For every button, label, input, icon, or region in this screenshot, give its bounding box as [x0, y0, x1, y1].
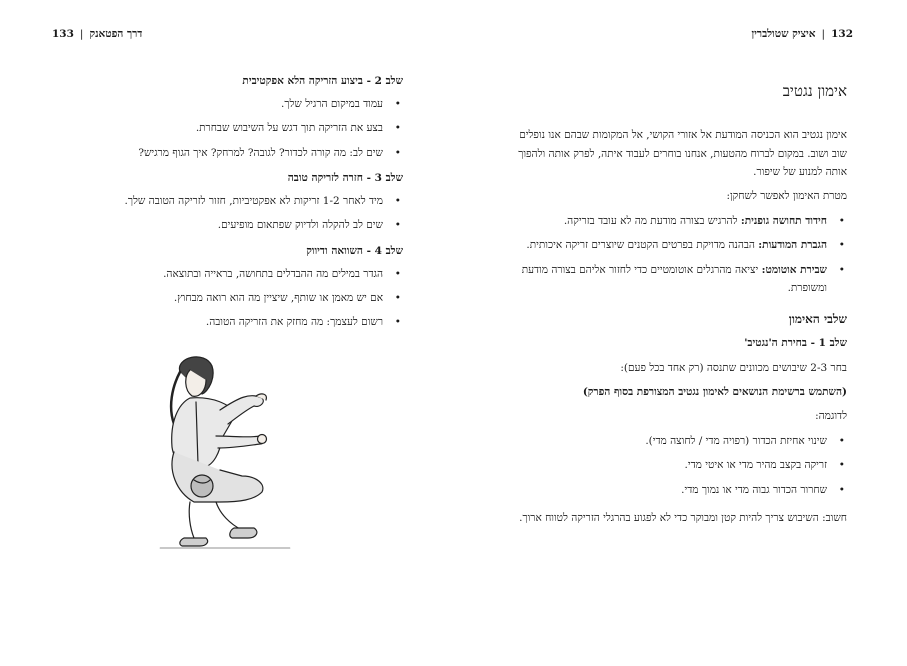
bullet-list — [83, 97, 403, 161]
player-illustration — [150, 352, 300, 552]
bullet-list — [83, 194, 403, 233]
list-item — [507, 212, 827, 230]
stages-title: שלבי האימון — [788, 312, 847, 327]
list-item: • שים לב: מה קורה לכדור? לגובה? למרחק? איך הגוף מרגיש? — [83, 146, 383, 161]
left-page-header — [52, 28, 142, 40]
list-item: • עמוד במיקום הרגיל שלך. — [83, 97, 383, 112]
list-item: • אם יש מאמן או שותף, שיציין מה הוא רואה מבחוץ. — [83, 291, 383, 306]
step-title: שלב 3 - חזרה לזריקה טובה — [287, 171, 403, 184]
stage-text: בחר 2-3 שיבושים מכוונים שתנסה (רק אחד בכל פעם): — [620, 361, 847, 374]
step-title: שלב 4 - השוואה ודיווק — [306, 244, 403, 257]
header-separator: | — [821, 28, 826, 40]
section-title: אימון נגטיב — [782, 82, 847, 100]
list-item: • בצע את הזריקה תוך דגש על השיבוש שבחרת. — [83, 121, 383, 136]
important-note: חשוב: השיבוש צריך להיות קטן ומבוקר כדי לא לפגוע בהרגלי הזריקה לטווח ארוך. — [519, 511, 847, 524]
list-item: • רשום לעצמך: מה מחזק את הזריקה הטובה. — [83, 315, 383, 330]
example-label: לדוגמה: — [815, 410, 847, 423]
item-text: יציאה מהרגלים אוטומטיים כדי לחזור אליהם בצורה מודעת ומשופרת. — [521, 263, 827, 294]
item-term: חידוד תחושה גופנית: — [740, 214, 827, 227]
list-item: • מיד לאחר 1-2 זריקות לא אפקטיביות, חזור לזריקה הטובה שלך. — [83, 194, 383, 209]
intro-paragraph: אימון נגטיב הוא הכניסה המודעת אל אזורי הקושי, אל המקומות שבהם אנו נופלים שוב ושוב. במקום לברוח מהטעות, אנחנו בוחרים לעבוד איתה, לפרק אותה ולהפוך אותה למנוע של שיפור. — [518, 129, 847, 178]
goal-label: מטרת האימון לאפשר לשחקן: — [726, 190, 847, 203]
page-title: דרך הפטאנק — [89, 28, 143, 40]
header-separator: | — [79, 28, 84, 40]
left-page-body — [83, 74, 403, 340]
list-item: • שינוי אחיזת הכדור (רפויה מדי / לחוצה מדי). — [507, 432, 827, 450]
item-term: הגברת המודעות: — [758, 239, 827, 252]
bullet-list — [83, 267, 403, 331]
page-number: 133 — [52, 28, 74, 40]
stage-title: שלב 1 - בחירת ה'נגטיב' — [744, 337, 847, 350]
list-item: • הגדר במילים מה ההבדלים בתחושה, בראייה ובתוצאה. — [83, 267, 383, 282]
item-text: הבהנה מדויקת בפרטים הקטנים שיוצרים זריקה איכותית. — [526, 239, 759, 252]
stage-note: (השתמש ברשימת הנושאים לאימון נגטיב המצורפת בסוף הפרק) — [582, 386, 847, 398]
goal-list — [507, 212, 847, 298]
step-block — [83, 171, 403, 234]
page-number: 132 — [831, 28, 853, 40]
author-name: איציק שטולברין — [751, 28, 816, 40]
left-page — [0, 0, 453, 666]
list-item — [507, 261, 827, 298]
list-item: • זריקה בקצב מהיר מדי או איטי מדי. — [507, 456, 827, 474]
list-item — [507, 236, 827, 254]
list-item: • שים לב להקלה ולדיוק שפתאום מופיעים. — [83, 218, 383, 233]
item-term: שבירת אוטומט: — [761, 263, 827, 276]
right-page-body — [507, 78, 847, 533]
step-block — [83, 74, 403, 161]
item-text: להרגיש בצורה מודעת מה לא עובד בזריקה. — [563, 214, 741, 227]
step-title: שלב 2 - ביצוע הזריקה הלא אפקטיבית — [242, 75, 403, 87]
right-page — [453, 0, 907, 666]
example-list — [507, 432, 847, 499]
step-block — [83, 244, 403, 331]
list-item: • שחרור הכדור גבוה מדי או נמוך מדי. — [507, 481, 827, 499]
right-page-header — [751, 28, 853, 40]
